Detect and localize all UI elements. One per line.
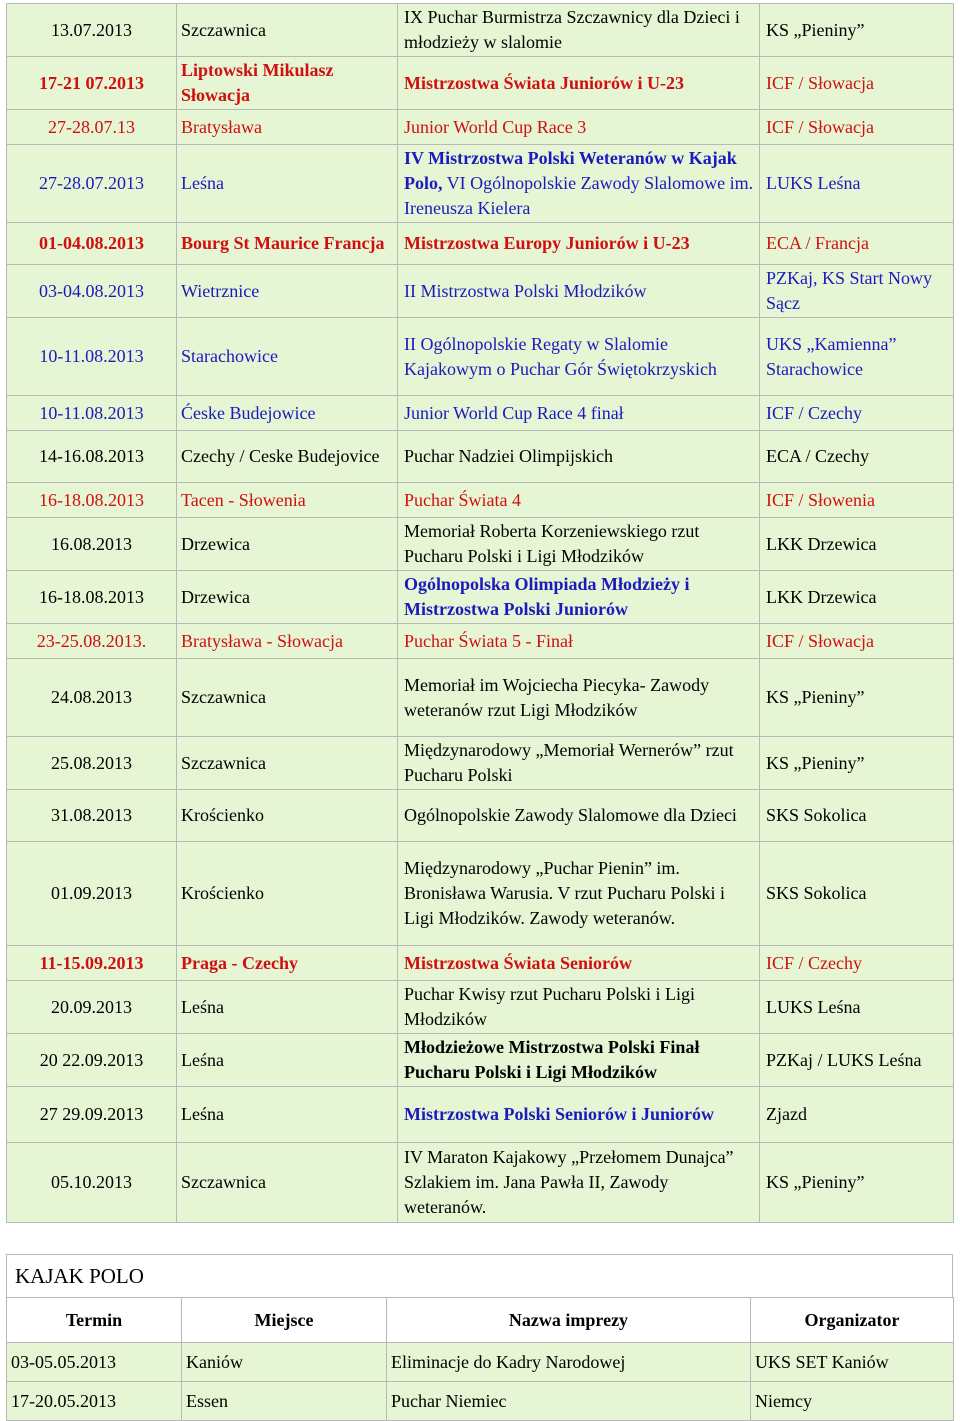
event-name: II Ogólnopolskie Regaty w Slalomie Kajakowym o Puchar Gór Świętokrzyskich [398,318,760,396]
polo-date: 17-20.05.2013 [7,1382,182,1421]
event-date: 17-21 07.2013 [7,57,177,110]
table-row [7,1382,954,1421]
event-date: 16-18.08.2013 [7,571,177,624]
event-date: 01.09.2013 [7,842,177,946]
event-name: Mistrzostwa Polski Seniorów i Juniorów [398,1087,760,1143]
event-place: Praga - Czechy [177,946,398,981]
event-organizer: KS „Pieniny” [760,659,954,737]
event-date: 10-11.08.2013 [7,396,177,431]
event-name: Międzynarodowy „Puchar Pienin” im. Bronisława Warusia. V rzut Pucharu Polski i Ligi Młodzików. Zawody weteranów. [398,842,760,946]
event-place: Czechy / Ceske Budejovice [177,431,398,483]
event-date: 20 22.09.2013 [7,1034,177,1087]
event-place: Szczawnica [177,1143,398,1223]
event-place: Drzewica [177,518,398,571]
event-organizer: ICF / Słowenia [760,483,954,518]
event-date: 27-28.07.2013 [7,145,177,223]
event-organizer: ICF / Słowacja [760,57,954,110]
event-organizer: PZKaj / LUKS Leśna [760,1034,954,1087]
event-organizer: PZKaj, KS Start Nowy Sącz [760,265,954,318]
table-row [7,981,954,1034]
polo-organizer: Niemcy [751,1382,954,1421]
event-place: Szczawnica [177,737,398,790]
event-organizer: KS „Pieniny” [760,1143,954,1223]
event-organizer: KS „Pieniny” [760,737,954,790]
polo-organizer: UKS SET Kaniów [751,1343,954,1382]
event-organizer: LUKS Leśna [760,145,954,223]
table-row [7,624,954,659]
table-row [7,518,954,571]
event-place: Leśna [177,1034,398,1087]
event-date: 24.08.2013 [7,659,177,737]
table-row [7,1087,954,1143]
table-header-row [7,1298,954,1343]
event-date: 14-16.08.2013 [7,431,177,483]
event-name [398,145,760,223]
table-row [7,265,954,318]
event-date: 25.08.2013 [7,737,177,790]
polo-place: Kaniów [182,1343,387,1382]
event-place: Leśna [177,1087,398,1143]
event-name-bold: IV Mistrzostwa Polski Weteranów w Kajak Polo, [404,148,737,193]
event-name: Puchar Świata 5 - Finał [398,624,760,659]
event-place: Bratysława [177,110,398,145]
table-row [7,790,954,842]
event-name: Mistrzostwa Świata Seniorów [398,946,760,981]
event-place: Bratysława - Słowacja [177,624,398,659]
table-row [7,571,954,624]
column-header-name: Nazwa imprezy [387,1298,751,1343]
event-date: 01-04.08.2013 [7,223,177,265]
events-table [6,3,954,1223]
event-date: 11-15.09.2013 [7,946,177,981]
event-name: Mistrzostwa Europy Juniorów i U-23 [398,223,760,265]
event-name: Puchar Świata 4 [398,483,760,518]
event-name: Międzynarodowy „Memoriał Wernerów” rzut Pucharu Polski [398,737,760,790]
event-organizer: LKK Drzewica [760,518,954,571]
event-name: Młodzieżowe Mistrzostwa Polski Finał Pucharu Polski i Ligi Młodzików [398,1034,760,1087]
event-place: Krościenko [177,790,398,842]
table-row [7,1034,954,1087]
table-row [7,842,954,946]
event-place: Starachowice [177,318,398,396]
polo-date: 03-05.05.2013 [7,1343,182,1382]
event-organizer: ECA / Francja [760,223,954,265]
table-row [7,1343,954,1382]
event-name: Junior World Cup Race 3 [398,110,760,145]
event-place: Drzewica [177,571,398,624]
event-name: II Mistrzostwa Polski Młodzików [398,265,760,318]
event-organizer: ECA / Czechy [760,431,954,483]
event-organizer: SKS Sokolica [760,790,954,842]
event-place: Szczawnica [177,659,398,737]
table-row [7,110,954,145]
table-row [7,431,954,483]
table-row [7,223,954,265]
table-row [7,57,954,110]
event-organizer: LUKS Leśna [760,981,954,1034]
polo-name: Puchar Niemiec [387,1382,751,1421]
table-row [7,1143,954,1223]
event-organizer: LKK Drzewica [760,571,954,624]
event-name: Puchar Kwisy rzut Pucharu Polski i Ligi Młodzików [398,981,760,1034]
event-date: 13.07.2013 [7,4,177,57]
event-date: 10-11.08.2013 [7,318,177,396]
event-date: 31.08.2013 [7,790,177,842]
event-name: Memoriał Roberta Korzeniewskiego rzut Pucharu Polski i Ligi Młodzików [398,518,760,571]
table-row [7,659,954,737]
column-header-place: Miejsce [182,1298,387,1343]
table-row [7,145,954,223]
kajak-polo-section-title [6,1254,953,1298]
event-organizer: KS „Pieniny” [760,4,954,57]
event-date: 03-04.08.2013 [7,265,177,318]
kajak-polo-table [6,1297,954,1421]
event-date: 27 29.09.2013 [7,1087,177,1143]
event-name: Memoriał im Wojciecha Piecyka- Zawody weteranów rzut Ligi Młodzików [398,659,760,737]
event-place: Leśna [177,981,398,1034]
event-date: 05.10.2013 [7,1143,177,1223]
table-row [7,318,954,396]
event-name: Puchar Nadziei Olimpijskich [398,431,760,483]
event-name: IV Maraton Kajakowy „Przełomem Dunajca” Szlakiem im. Jana Pawła II, Zawody weteranów. [398,1143,760,1223]
event-organizer: ICF / Czechy [760,396,954,431]
table-row [7,4,954,57]
event-date: 16.08.2013 [7,518,177,571]
event-date: 27-28.07.13 [7,110,177,145]
event-place: Leśna [177,145,398,223]
event-name: Ogólnopolskie Zawody Slalomowe dla Dzieci [398,790,760,842]
column-header-organizer: Organizator [751,1298,954,1343]
event-place: Tacen - Słowenia [177,483,398,518]
event-organizer: Zjazd [760,1087,954,1143]
event-organizer: ICF / Czechy [760,946,954,981]
event-place: Wietrznice [177,265,398,318]
polo-name: Eliminacje do Kadry Narodowej [387,1343,751,1382]
event-name: Ogólnopolska Olimpiada Młodzieży i Mistrzostwa Polski Juniorów [398,571,760,624]
event-name: Mistrzostwa Świata Juniorów i U-23 [398,57,760,110]
table-row [7,946,954,981]
table-row [7,396,954,431]
column-header-term: Termin [7,1298,182,1343]
event-name: Junior World Cup Race 4 finał [398,396,760,431]
event-date: 16-18.08.2013 [7,483,177,518]
event-date: 20.09.2013 [7,981,177,1034]
table-row [7,737,954,790]
event-organizer: ICF / Słowacja [760,624,954,659]
event-place: Ćeske Budejowice [177,396,398,431]
section-heading: KAJAK POLO [15,1264,144,1288]
event-name: IX Puchar Burmistrza Szczawnicy dla Dzieci i młodzieży w slalomie [398,4,760,57]
event-organizer: UKS „Kamienna” Starachowice [760,318,954,396]
event-organizer: ICF / Słowacja [760,110,954,145]
event-place: Krościenko [177,842,398,946]
event-organizer: SKS Sokolica [760,842,954,946]
event-place: Bourg St Maurice Francja [177,223,398,265]
event-name-rest: VI Ogólnopolskie Zawody Slalomowe im. Ireneusza Kielera [404,173,754,218]
event-date: 23-25.08.2013. [7,624,177,659]
table-row [7,483,954,518]
event-place: Liptowski Mikulasz Słowacja [177,57,398,110]
polo-place: Essen [182,1382,387,1421]
event-place: Szczawnica [177,4,398,57]
